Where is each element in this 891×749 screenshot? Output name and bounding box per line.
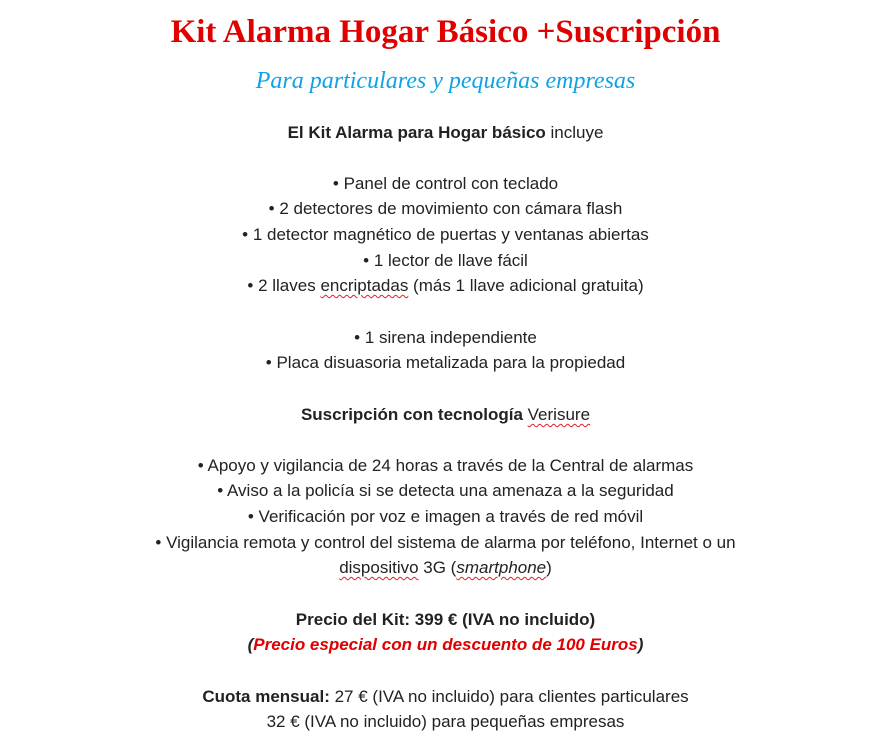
spellcheck-word: encriptadas <box>320 276 409 295</box>
subscription-item-continuation <box>0 557 891 579</box>
subscription-item: • Aviso a la policía si se detecta una amenaza a la seguridad <box>217 481 674 500</box>
kit-item: • 1 detector magnético de puertas y ventanas abiertas <box>242 225 649 244</box>
spellcheck-word: Verisure <box>527 405 591 424</box>
kit-item-5-after: (más 1 llave adicional gratuita) <box>408 276 644 295</box>
document-subtitle: Para particulares y pequeñas empresas <box>255 68 636 94</box>
kit-item-5-before: • 2 llaves <box>247 276 321 295</box>
monthly-fee-label: Cuota mensual: <box>202 687 330 706</box>
spellcheck-word: dispositivo <box>339 558 419 577</box>
monthly-fee-line <box>0 686 891 708</box>
paren-close: ) <box>637 635 644 654</box>
kit-item: • 1 sirena independiente <box>354 328 537 347</box>
special-price-text: Precio especial con un descuento de 100 Euros <box>253 635 638 654</box>
subscription-item-end: ) <box>546 558 552 577</box>
subscription-heading-bold: Suscripción con tecnología <box>300 405 528 424</box>
monthly-fee-business: 32 € (IVA no incluido) para pequeñas empresas <box>266 712 625 731</box>
kit-item: • 2 detectores de movimiento con cámara flash <box>268 199 623 218</box>
kit-item: • Placa disuasoria metalizada para la propiedad <box>265 353 626 372</box>
kit-item: • Panel de control con teclado <box>332 174 559 193</box>
monthly-fee-individual: 27 € (IVA no incluido) para clientes particulares <box>329 687 689 706</box>
kit-heading-bold: El Kit Alarma para Hogar básico <box>287 123 546 142</box>
document-title: Kit Alarma Hogar Básico +Suscripción <box>170 14 721 50</box>
paren-open: ( <box>247 635 254 654</box>
subscription-item: • Apoyo y vigilancia de 24 horas a través de la Central de alarmas <box>197 456 694 475</box>
subscription-item: • Vigilancia remota y control del sistema de alarma por teléfono, Internet o un <box>155 533 736 552</box>
subscription-item: • Verificación por voz e imagen a través de red móvil <box>247 507 644 526</box>
kit-price: Precio del Kit: 399 € (IVA no incluido) <box>295 610 596 629</box>
special-price-note <box>0 634 891 656</box>
kit-heading <box>0 122 891 144</box>
subscription-heading <box>0 404 891 426</box>
kit-item <box>0 275 891 297</box>
kit-heading-rest: incluye <box>545 123 604 142</box>
spellcheck-word: smartphone <box>456 558 547 577</box>
subscription-item-middle: 3G ( <box>418 558 457 577</box>
kit-item: • 1 lector de llave fácil <box>363 251 528 270</box>
